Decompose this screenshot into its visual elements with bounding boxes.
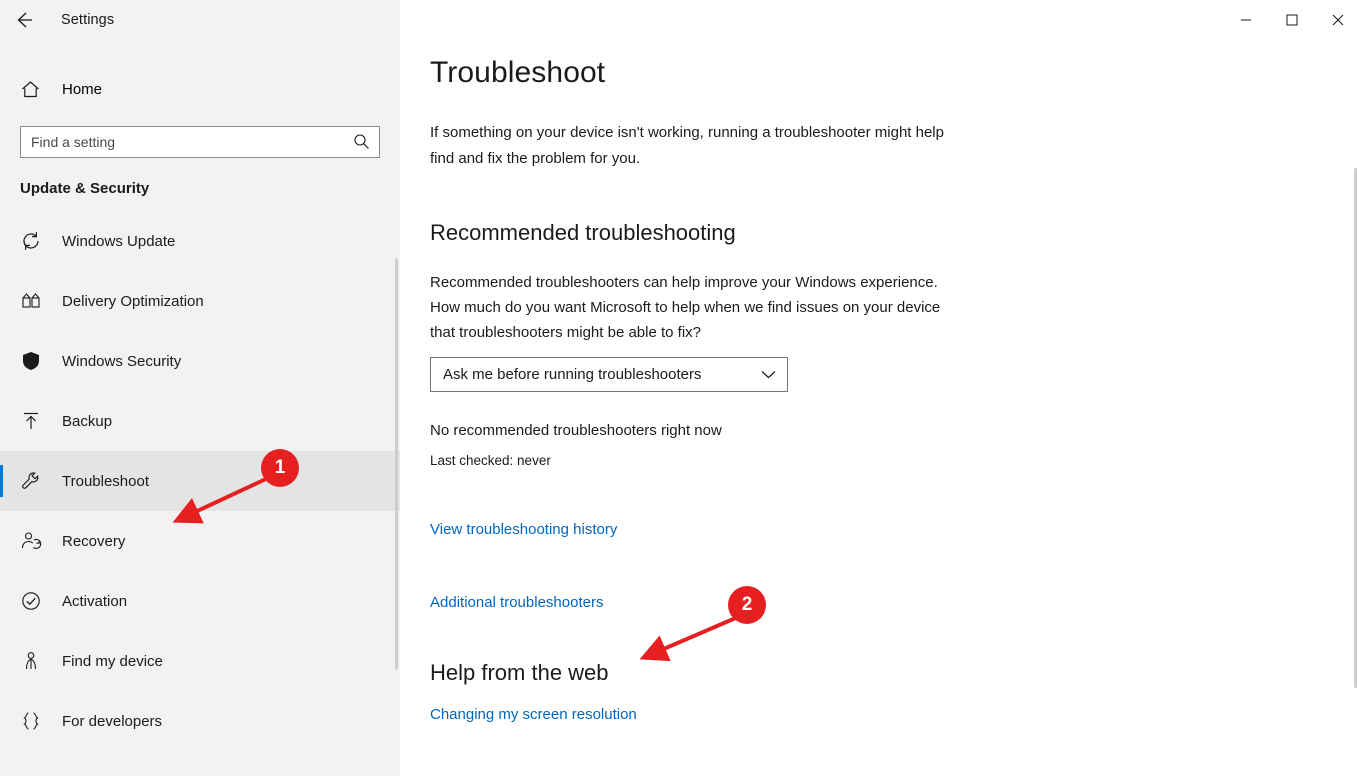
chevron-down-icon <box>761 366 776 383</box>
title-bar <box>0 0 1361 40</box>
sidebar-item-label: Troubleshoot <box>62 472 149 490</box>
sidebar <box>0 0 400 776</box>
annotation-badge-1: 1 <box>261 449 299 487</box>
caption-buttons <box>1223 0 1361 40</box>
sidebar-item-windows-update[interactable] <box>0 211 400 271</box>
upload-arrow-icon <box>20 410 54 432</box>
troubleshooting-history-link[interactable]: View troubleshooting history <box>430 521 618 538</box>
close-button[interactable] <box>1315 0 1361 40</box>
back-arrow-icon <box>13 9 35 31</box>
sidebar-item-recovery[interactable] <box>0 511 400 571</box>
sidebar-nav-list <box>0 211 400 751</box>
additional-troubleshooters-link[interactable]: Additional troubleshooters <box>430 594 604 611</box>
sidebar-item-backup[interactable] <box>0 391 400 451</box>
search-input[interactable] <box>20 126 380 158</box>
sidebar-item-delivery-optimization[interactable] <box>0 271 400 331</box>
sidebar-item-label: Delivery Optimization <box>62 292 204 310</box>
help-from-web-heading: Help from the web <box>430 660 609 685</box>
app-title: Settings <box>61 12 115 28</box>
intro-text: If something on your device isn't working, running a troubleshooter might help find and fix the problem for you. <box>430 124 944 167</box>
sidebar-item-label: Backup <box>62 412 113 430</box>
sidebar-item-label: Recovery <box>62 532 126 550</box>
last-checked-text: Last checked: never <box>430 453 551 468</box>
dropdown-value: Ask me before running troubleshooters <box>443 366 702 383</box>
minimize-icon <box>1240 14 1252 26</box>
maximize-icon <box>1286 14 1298 26</box>
sidebar-item-home[interactable] <box>0 68 400 110</box>
developer-icon <box>20 710 54 732</box>
wrench-icon <box>20 470 54 492</box>
search-box[interactable] <box>20 126 380 158</box>
recommended-heading: Recommended troubleshooting <box>430 220 736 245</box>
home-icon <box>20 79 54 100</box>
sidebar-item-troubleshoot[interactable] <box>0 451 400 511</box>
close-icon <box>1332 14 1344 26</box>
sidebar-item-activation[interactable] <box>0 571 400 631</box>
sidebar-item-find-my-device[interactable] <box>0 631 400 691</box>
main-content <box>400 0 1361 776</box>
delivery-icon <box>20 290 54 312</box>
content-scrollbar[interactable] <box>1349 40 1361 776</box>
content-scrollbar-thumb[interactable] <box>1354 168 1357 688</box>
help-web-link[interactable]: Changing my screen resolution <box>430 706 637 723</box>
sidebar-item-label: For developers <box>62 712 163 730</box>
sidebar-item-label: Windows Security <box>62 352 182 370</box>
check-circle-icon <box>20 590 54 612</box>
sidebar-item-for-developers[interactable] <box>0 691 400 751</box>
sidebar-item-windows-security[interactable] <box>0 331 400 391</box>
back-button[interactable] <box>0 0 48 40</box>
annotation-badge-2: 2 <box>728 586 766 624</box>
page-title: Troubleshoot <box>430 56 606 89</box>
sidebar-item-label: Windows Update <box>62 232 176 250</box>
sidebar-item-label: Activation <box>62 592 128 610</box>
refresh-icon <box>20 230 54 252</box>
recommended-troubleshooting-dropdown[interactable] <box>430 357 788 392</box>
recommended-description: Recommended troubleshooters can help improve your Windows experience. How much do you want Microsoft to help when we find issues on your device that troubleshooters might be able to fix? <box>430 274 941 341</box>
sidebar-section-title: Update & Security <box>20 180 150 197</box>
recovery-icon <box>20 530 54 552</box>
person-pin-icon <box>20 650 54 672</box>
sidebar-scrollbar[interactable] <box>395 258 398 670</box>
recommended-status: No recommended troubleshooters right now <box>430 422 722 439</box>
shield-icon <box>20 350 54 372</box>
minimize-button[interactable] <box>1223 0 1269 40</box>
sidebar-item-label: Find my device <box>62 652 163 670</box>
maximize-button[interactable] <box>1269 0 1315 40</box>
sidebar-item-label: Home <box>62 80 103 98</box>
